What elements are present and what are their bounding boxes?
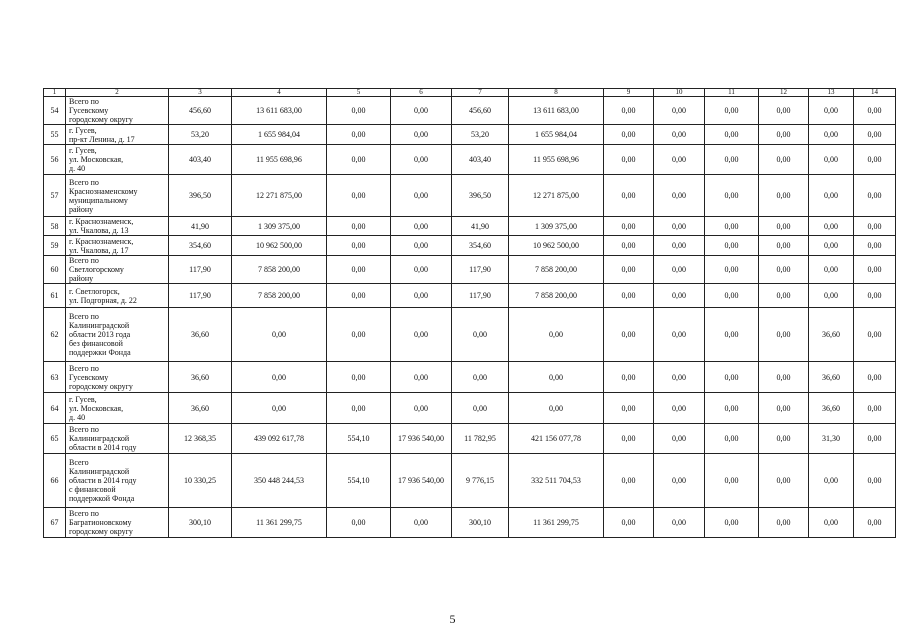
value-cell: 0,00 [604,284,654,308]
value-cell: 1 655 984,04 [232,125,327,145]
value-cell: 0,00 [854,97,896,125]
row-number-cell: 58 [44,217,66,236]
value-cell: 36,60 [169,308,232,362]
column-header-1: 1 [44,89,66,97]
territory-name-cell: Всего Калининградской области в 2014 году с финансовой поддержкой Фонда [66,454,169,508]
table-row [44,284,896,308]
value-cell: 0,00 [759,217,809,236]
column-header-9: 9 [604,89,654,97]
value-cell: 0,00 [854,145,896,175]
table-row [44,424,896,454]
value-cell: 0,00 [854,175,896,217]
value-cell: 0,00 [705,454,759,508]
value-cell: 0,00 [391,217,452,236]
value-cell: 354,60 [169,236,232,256]
value-cell: 53,20 [169,125,232,145]
value-cell: 0,00 [809,175,854,217]
table-row [44,217,896,236]
value-cell: 13 611 683,00 [232,97,327,125]
table-row [44,362,896,393]
value-cell: 117,90 [452,284,509,308]
table-row [44,236,896,256]
value-cell: 17 936 540,00 [391,424,452,454]
value-cell: 0,00 [654,454,705,508]
value-cell: 0,00 [705,217,759,236]
value-cell: 0,00 [809,145,854,175]
value-cell: 0,00 [759,362,809,393]
value-cell: 0,00 [705,308,759,362]
value-cell: 41,90 [452,217,509,236]
value-cell: 0,00 [327,236,391,256]
value-cell: 0,00 [604,236,654,256]
value-cell: 1 309 375,00 [232,217,327,236]
value-cell: 0,00 [854,125,896,145]
table-row [44,125,896,145]
value-cell: 0,00 [759,236,809,256]
value-cell: 0,00 [327,362,391,393]
territory-name-cell: Всего по Гусевскому городскому округу [66,362,169,393]
column-header-13: 13 [809,89,854,97]
row-number-cell: 54 [44,97,66,125]
table-row [44,175,896,217]
row-number-cell: 66 [44,454,66,508]
value-cell: 0,00 [809,217,854,236]
table-row [44,454,896,508]
value-cell: 0,00 [759,424,809,454]
territory-name-cell: г. Краснознаменск, ул. Чкалова, д. 17 [66,236,169,256]
value-cell: 0,00 [759,308,809,362]
value-cell: 0,00 [327,308,391,362]
value-cell: 0,00 [391,508,452,538]
value-cell: 11 955 698,96 [232,145,327,175]
value-cell: 0,00 [654,362,705,393]
value-cell: 0,00 [391,393,452,424]
value-cell: 0,00 [705,508,759,538]
table-row [44,508,896,538]
value-cell: 403,40 [169,145,232,175]
value-cell: 0,00 [232,308,327,362]
value-cell: 12 271 875,00 [232,175,327,217]
value-cell: 0,00 [654,424,705,454]
value-cell: 0,00 [654,236,705,256]
territory-name-cell: г. Краснознаменск, ул. Чкалова, д. 13 [66,217,169,236]
row-number-cell: 55 [44,125,66,145]
row-number-cell: 65 [44,424,66,454]
value-cell: 421 156 077,78 [509,424,604,454]
value-cell: 36,60 [809,393,854,424]
value-cell: 0,00 [854,424,896,454]
value-cell: 7 858 200,00 [232,284,327,308]
value-cell: 332 511 704,53 [509,454,604,508]
value-cell: 0,00 [391,125,452,145]
value-cell: 0,00 [654,175,705,217]
value-cell: 0,00 [654,145,705,175]
value-cell: 0,00 [654,217,705,236]
value-cell: 10 962 500,00 [232,236,327,256]
value-cell: 0,00 [705,145,759,175]
territory-name-cell: г. Гусев, ул. Московская, д. 40 [66,393,169,424]
value-cell: 0,00 [391,175,452,217]
table-row [44,145,896,175]
column-header-8: 8 [509,89,604,97]
value-cell: 0,00 [705,362,759,393]
value-cell: 0,00 [809,508,854,538]
value-cell: 0,00 [452,308,509,362]
table-row [44,97,896,125]
value-cell: 0,00 [854,308,896,362]
value-cell: 0,00 [604,424,654,454]
value-cell: 0,00 [604,217,654,236]
column-header-4: 4 [232,89,327,97]
value-cell: 0,00 [759,97,809,125]
value-cell: 456,60 [169,97,232,125]
value-cell: 10 330,25 [169,454,232,508]
territory-name-cell: Всего по Багратионовскому городскому округу [66,508,169,538]
value-cell: 0,00 [391,97,452,125]
value-cell: 7 858 200,00 [509,256,604,284]
value-cell: 7 858 200,00 [509,284,604,308]
value-cell: 0,00 [854,236,896,256]
value-cell: 0,00 [705,393,759,424]
value-cell: 12 368,35 [169,424,232,454]
value-cell: 0,00 [809,454,854,508]
value-cell: 0,00 [509,393,604,424]
value-cell: 36,60 [809,362,854,393]
value-cell: 0,00 [654,97,705,125]
row-number-cell: 56 [44,145,66,175]
column-header-10: 10 [654,89,705,97]
value-cell: 41,90 [169,217,232,236]
value-cell: 300,10 [169,508,232,538]
row-number-cell: 64 [44,393,66,424]
territory-name-cell: Всего по Калининградской области в 2014 году [66,424,169,454]
value-cell: 0,00 [604,308,654,362]
row-number-cell: 60 [44,256,66,284]
value-cell: 300,10 [452,508,509,538]
value-cell: 0,00 [759,393,809,424]
value-cell: 0,00 [604,97,654,125]
value-cell: 0,00 [391,256,452,284]
value-cell: 354,60 [452,236,509,256]
value-cell: 0,00 [809,97,854,125]
value-cell: 0,00 [854,508,896,538]
value-cell: 36,60 [169,393,232,424]
value-cell: 0,00 [327,217,391,236]
row-number-cell: 59 [44,236,66,256]
value-cell: 0,00 [391,284,452,308]
value-cell: 0,00 [327,175,391,217]
row-number-cell: 63 [44,362,66,393]
value-cell: 0,00 [854,362,896,393]
column-header-11: 11 [705,89,759,97]
table-row [44,393,896,424]
value-cell: 0,00 [809,284,854,308]
value-cell: 0,00 [705,125,759,145]
page-number: 5 [449,612,456,626]
value-cell: 0,00 [391,362,452,393]
value-cell: 0,00 [759,256,809,284]
value-cell: 10 962 500,00 [509,236,604,256]
value-cell: 0,00 [854,393,896,424]
value-cell: 1 655 984,04 [509,125,604,145]
value-cell: 0,00 [654,284,705,308]
value-cell: 0,00 [759,145,809,175]
value-cell: 0,00 [759,508,809,538]
value-cell: 117,90 [452,256,509,284]
value-cell: 117,90 [169,284,232,308]
value-cell: 456,60 [452,97,509,125]
value-cell: 0,00 [654,393,705,424]
value-cell: 0,00 [604,256,654,284]
value-cell: 0,00 [327,125,391,145]
value-cell: 0,00 [604,125,654,145]
value-cell: 0,00 [452,362,509,393]
value-cell: 0,00 [391,236,452,256]
value-cell: 53,20 [452,125,509,145]
value-cell: 9 776,15 [452,454,509,508]
value-cell: 0,00 [327,145,391,175]
value-cell: 0,00 [809,236,854,256]
data-table [43,88,896,538]
row-number-cell: 57 [44,175,66,217]
column-header-12: 12 [759,89,809,97]
value-cell: 0,00 [759,284,809,308]
value-cell: 13 611 683,00 [509,97,604,125]
value-cell: 11 782,95 [452,424,509,454]
value-cell: 0,00 [327,508,391,538]
value-cell: 36,60 [809,308,854,362]
value-cell: 0,00 [854,217,896,236]
value-cell: 31,30 [809,424,854,454]
value-cell: 0,00 [854,284,896,308]
value-cell: 0,00 [604,362,654,393]
value-cell: 17 936 540,00 [391,454,452,508]
column-header-7: 7 [452,89,509,97]
territory-name-cell: Всего по Гусевскому городскому округу [66,97,169,125]
value-cell: 0,00 [705,97,759,125]
value-cell: 0,00 [854,454,896,508]
value-cell: 11 955 698,96 [509,145,604,175]
value-cell: 0,00 [604,175,654,217]
territory-name-cell: Всего по Краснознаменскому муниципальному району [66,175,169,217]
value-cell: 0,00 [232,362,327,393]
value-cell: 0,00 [232,393,327,424]
territory-name-cell: Всего по Калининградской области 2013 года без финансовой поддержки Фонда [66,308,169,362]
header-row [44,89,896,97]
row-number-cell: 62 [44,308,66,362]
value-cell: 0,00 [509,362,604,393]
value-cell: 0,00 [759,125,809,145]
value-cell: 396,50 [452,175,509,217]
value-cell: 0,00 [654,125,705,145]
value-cell: 12 271 875,00 [509,175,604,217]
value-cell: 7 858 200,00 [232,256,327,284]
column-header-3: 3 [169,89,232,97]
territory-name-cell: г. Гусев, пр-кт Ленина, д. 17 [66,125,169,145]
value-cell: 554,10 [327,454,391,508]
value-cell: 0,00 [452,393,509,424]
territory-name-cell: г. Гусев, ул. Московская, д. 40 [66,145,169,175]
table-row [44,308,896,362]
value-cell: 396,50 [169,175,232,217]
value-cell: 350 448 244,53 [232,454,327,508]
value-cell: 0,00 [654,308,705,362]
value-cell: 0,00 [705,236,759,256]
value-cell: 117,90 [169,256,232,284]
value-cell: 0,00 [327,393,391,424]
value-cell: 0,00 [809,125,854,145]
value-cell: 0,00 [809,256,854,284]
row-number-cell: 61 [44,284,66,308]
data-table-container [43,88,896,538]
value-cell: 0,00 [327,97,391,125]
value-cell: 439 092 617,78 [232,424,327,454]
value-cell: 0,00 [604,145,654,175]
value-cell: 0,00 [327,256,391,284]
table-body [44,97,896,538]
value-cell: 0,00 [509,308,604,362]
row-number-cell: 67 [44,508,66,538]
value-cell: 1 309 375,00 [509,217,604,236]
value-cell: 0,00 [327,284,391,308]
value-cell: 0,00 [604,393,654,424]
value-cell: 0,00 [654,256,705,284]
table-row [44,256,896,284]
value-cell: 0,00 [759,175,809,217]
column-header-6: 6 [391,89,452,97]
value-cell: 11 361 299,75 [232,508,327,538]
value-cell: 403,40 [452,145,509,175]
value-cell: 0,00 [654,508,705,538]
territory-name-cell: Всего по Светлогорскому району [66,256,169,284]
column-header-2: 2 [66,89,169,97]
value-cell: 0,00 [854,256,896,284]
value-cell: 0,00 [604,508,654,538]
value-cell: 0,00 [391,308,452,362]
value-cell: 0,00 [705,256,759,284]
column-header-14: 14 [854,89,896,97]
column-header-5: 5 [327,89,391,97]
value-cell: 0,00 [705,175,759,217]
value-cell: 0,00 [705,284,759,308]
value-cell: 554,10 [327,424,391,454]
value-cell: 0,00 [604,454,654,508]
value-cell: 0,00 [391,145,452,175]
value-cell: 0,00 [759,454,809,508]
territory-name-cell: г. Светлогорск, ул. Подгорная, д. 22 [66,284,169,308]
value-cell: 36,60 [169,362,232,393]
value-cell: 0,00 [705,424,759,454]
value-cell: 11 361 299,75 [509,508,604,538]
